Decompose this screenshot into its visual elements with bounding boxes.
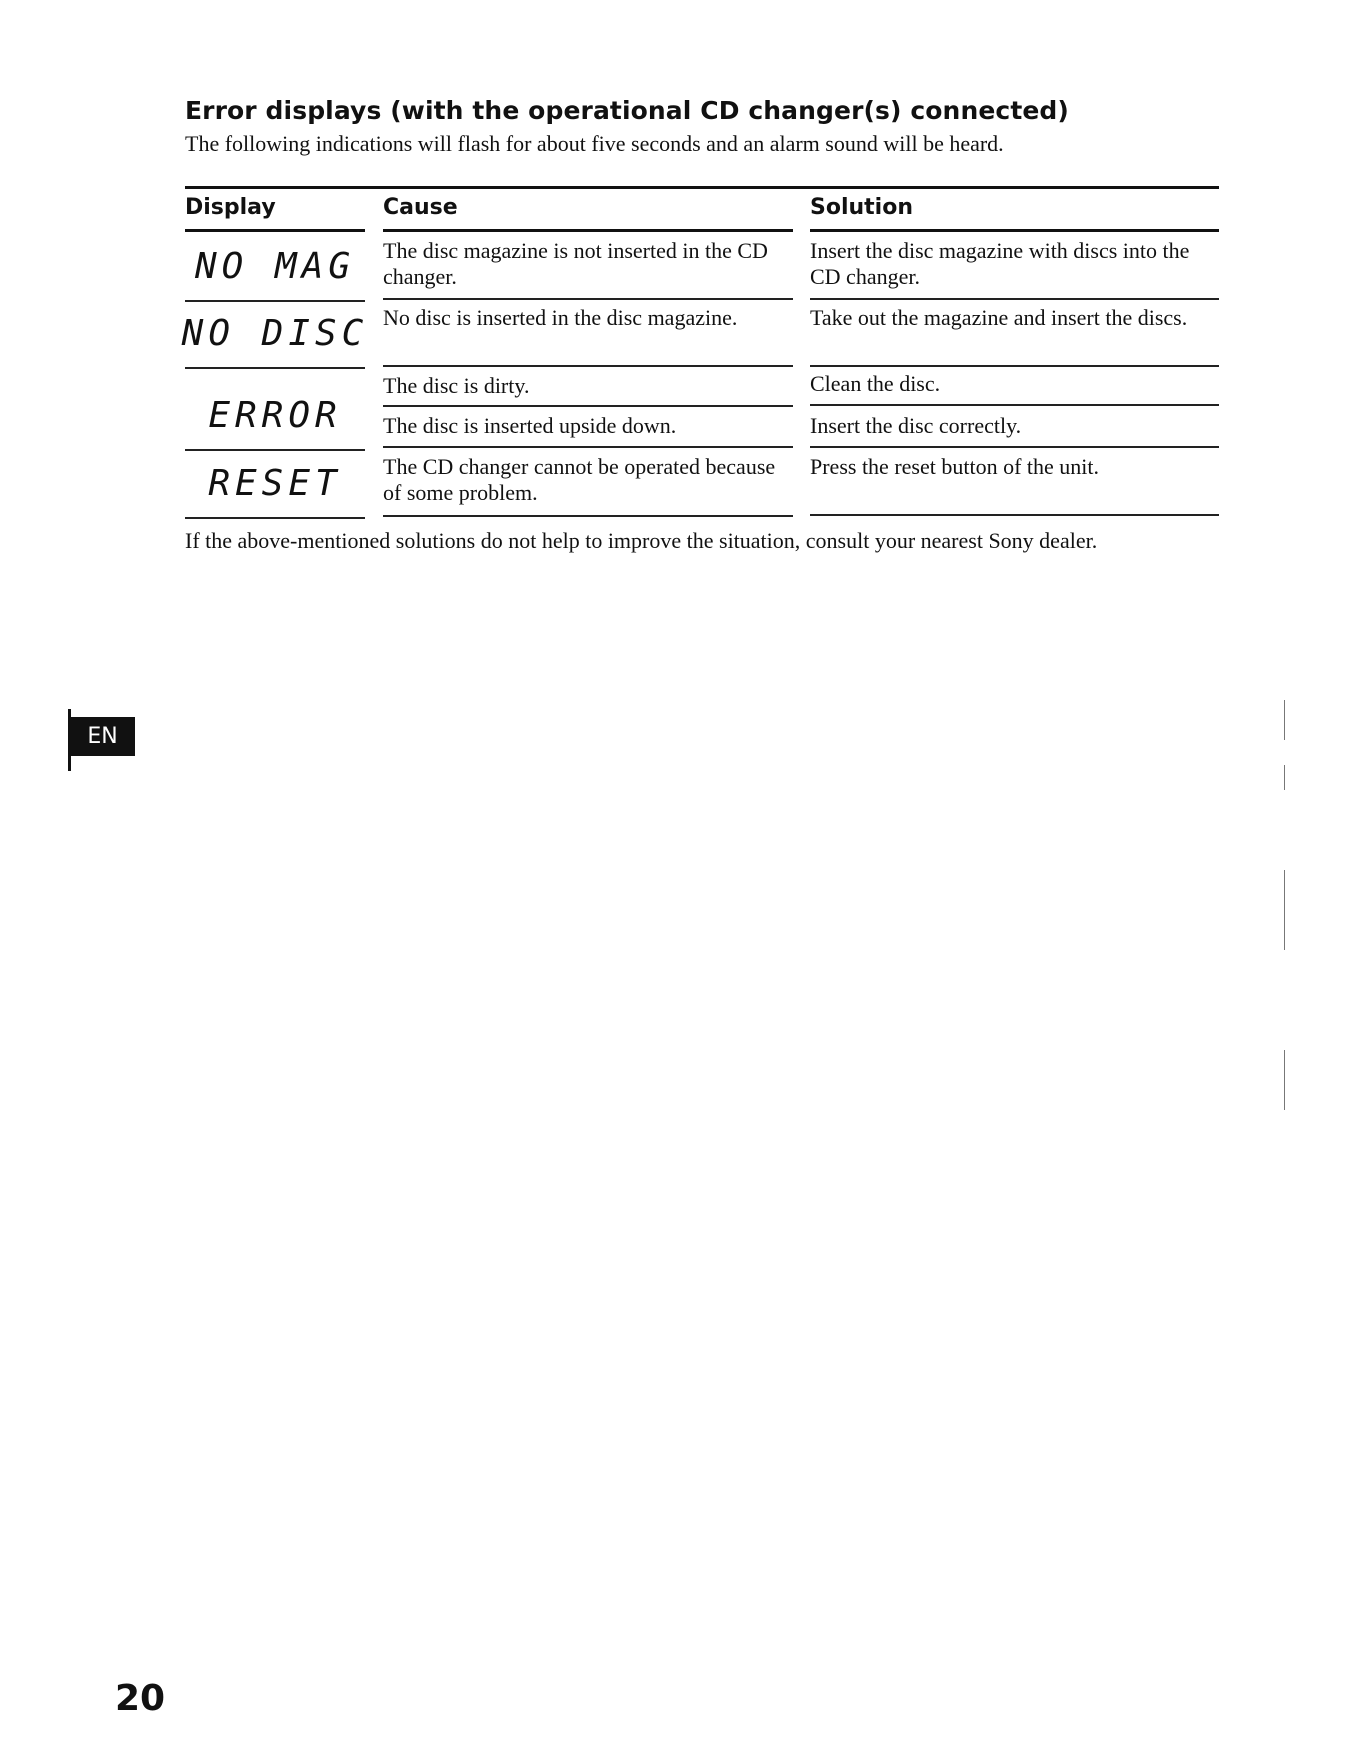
scan-edge-mark: [1284, 1050, 1285, 1110]
table-top-rule: [185, 186, 1219, 189]
lcd-display-no-disc: [181, 309, 369, 358]
row-rule: [185, 517, 365, 519]
row-rule: [383, 365, 793, 367]
page-number: 20: [115, 1678, 166, 1719]
row-rule: [383, 298, 793, 300]
language-tab: EN: [70, 717, 135, 756]
row-rule: [810, 404, 1219, 406]
scan-edge-mark: [1284, 870, 1285, 950]
lcd-display-error: [185, 391, 365, 440]
row-rule: [810, 298, 1219, 300]
lcd-readout: [181, 309, 369, 354]
scan-edge-mark: [1284, 700, 1285, 740]
row-rule: [810, 365, 1219, 367]
row-rule: [810, 446, 1219, 448]
row-rule: [185, 367, 365, 369]
row-rule: [185, 300, 365, 302]
table-row-solution: Press the reset button of the unit.: [810, 454, 1100, 479]
row-rule: [383, 446, 793, 448]
header-rule-solution: [810, 229, 1219, 232]
column-header-cause: Cause: [383, 195, 458, 220]
row-rule: [185, 449, 365, 451]
table-row-cause: The disc magazine is not inserted in the CD changer.: [383, 238, 768, 289]
table-row-cause: No disc is inserted in the disc magazine.: [383, 305, 738, 330]
lcd-text: NO MAG: [194, 246, 356, 287]
header-rule-display: [185, 229, 365, 232]
lcd-display-no-mag: [185, 242, 365, 291]
footer-note: If the above-mentioned solutions do not help to improve the situation, consult your nearest Sony dealer.: [185, 528, 1098, 553]
row-rule: [383, 515, 793, 517]
table-row-solution: Insert the disc correctly.: [810, 413, 1022, 438]
column-header-display: Display: [185, 195, 276, 220]
column-header-solution: Solution: [810, 195, 913, 220]
lcd-readout: [185, 391, 365, 435]
intro-text: The following indications will flash for about five seconds and an alarm sound will be heard.: [185, 131, 1004, 156]
lcd-text: RESET: [208, 463, 342, 504]
table-row-solution: Insert the disc magazine with discs into the CD changer.: [810, 238, 1190, 289]
lcd-display-reset: [185, 459, 365, 508]
lcd-readout: [185, 459, 365, 503]
table-row-cause: The disc is dirty.: [383, 373, 530, 398]
section-heading: Error displays (with the operational CD changer(s) connected): [185, 96, 1069, 125]
table-row-solution: Clean the disc.: [810, 371, 941, 396]
scan-edge-mark: [1284, 765, 1285, 790]
lcd-text: NO DISC: [181, 313, 369, 354]
lcd-text: ERROR: [208, 395, 342, 436]
table-row-cause: The disc is inserted upside down.: [383, 413, 677, 438]
row-rule: [810, 514, 1219, 516]
row-rule: [383, 405, 793, 407]
table-row-solution: Take out the magazine and insert the discs.: [810, 305, 1188, 330]
table-row-cause: The CD changer cannot be operated because of some problem.: [383, 454, 776, 505]
header-rule-cause: [383, 229, 793, 232]
lcd-readout: [185, 242, 365, 286]
